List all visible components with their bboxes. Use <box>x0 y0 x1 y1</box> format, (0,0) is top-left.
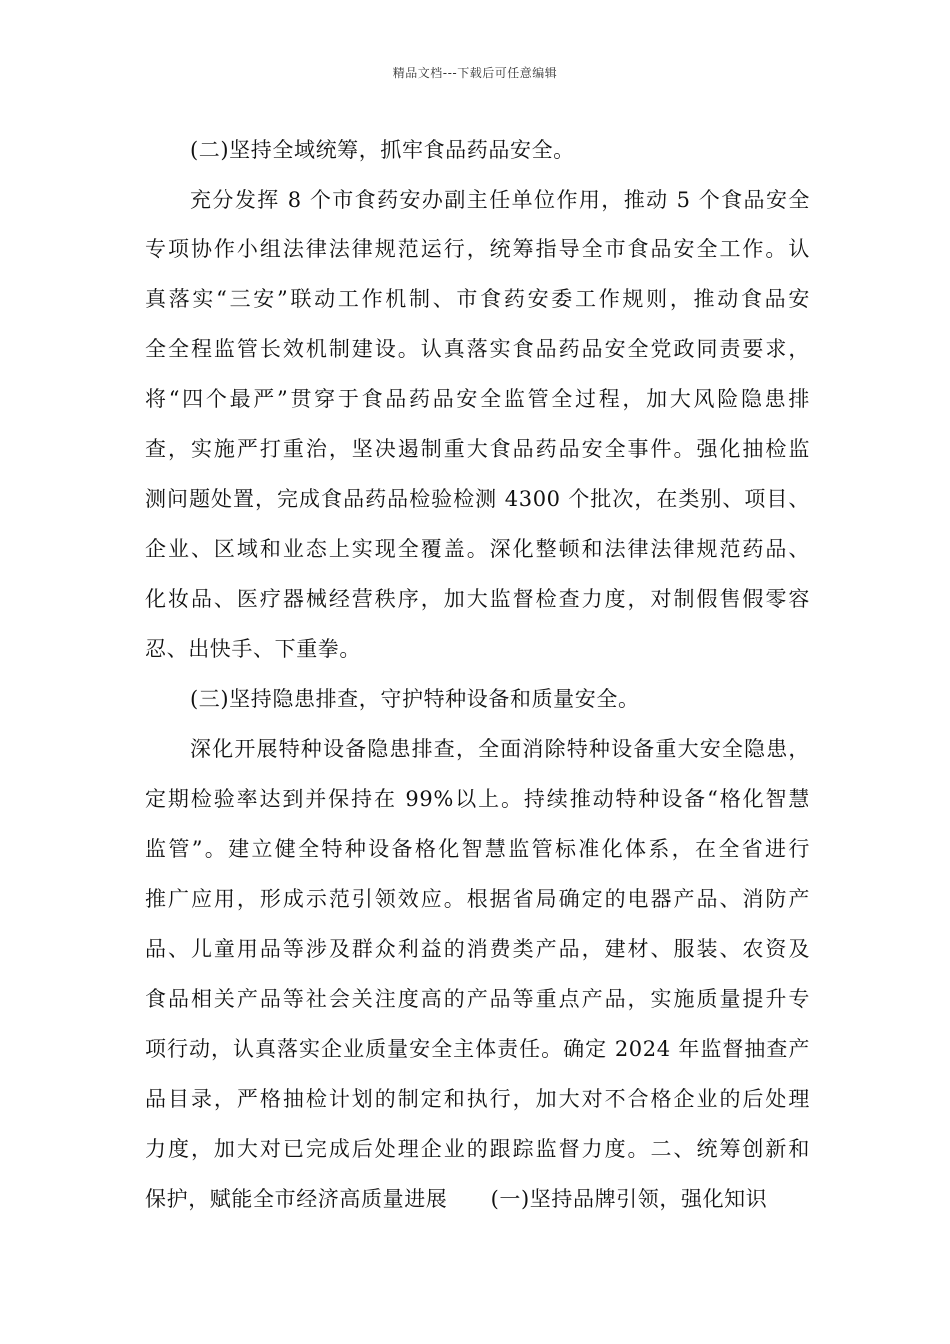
paragraph-line: 推广应用，形成示范引领效应。根据省局确定的电器产品、消防产 <box>145 887 810 911</box>
paragraph-line: 化妆品、医疗器械经营秩序，加大监督检查力度，对制假售假零容 <box>145 587 810 611</box>
section-heading: (三)坚持隐患排查，守护特种设备和质量安全。 <box>190 687 640 711</box>
paragraph-line: 真落实“三安”联动工作机制、市食药安委工作规则，推动食品安 <box>145 287 810 311</box>
paragraph-line: 食品相关产品等社会关注度高的产品等重点产品，实施质量提升专 <box>145 987 810 1011</box>
paragraph-line: 保护，赋能全市经济高质量进展 (一)坚持品牌引领，强化知识 <box>145 1187 768 1211</box>
paragraph-line: 品、儿童用品等涉及群众利益的消费类产品，建材、服装、农资及 <box>145 937 810 961</box>
paragraph-line: 项行动，认真落实企业质量安全主体责任。确定 2024 年监督抽查产 <box>145 1037 810 1061</box>
paragraph-line: 忍、出快手、下重拳。 <box>145 637 361 661</box>
paragraph-line: 充分发挥 8 个市食药安办副主任单位作用，推动 5 个食品安全 <box>190 188 810 212</box>
paragraph-line: 测问题处置，完成食品药品检验检测 4300 个批次，在类别、项目、 <box>145 487 810 511</box>
section-heading: (二)坚持全域统筹，抓牢食品药品安全。 <box>190 138 575 162</box>
paragraph-line: 专项协作小组法律法律规范运行，统筹指导全市食品安全工作。认 <box>145 237 810 261</box>
paragraph-line: 全全程监管长效机制建设。认真落实食品药品安全党政同责要求， <box>145 337 810 361</box>
paragraph-line: 监管”。建立健全特种设备格化智慧监管标准化体系，在全省进行 <box>145 837 810 861</box>
paragraph-line: 将“四个最严”贯穿于食品药品安全监管全过程，加大风险隐患排 <box>145 387 810 411</box>
header-note: 精品文档---下载后可任意编辑 <box>392 66 558 80</box>
paragraph-line: 力度，加大对已完成后处理企业的跟踪监督力度。二、统筹创新和 <box>145 1137 810 1161</box>
paragraph-line: 查，实施严打重治，坚决遏制重大食品药品安全事件。强化抽检监 <box>145 437 810 461</box>
paragraph-line: 品目录，严格抽检计划的制定和执行，加大对不合格企业的后处理 <box>145 1087 810 1111</box>
paragraph-line: 深化开展特种设备隐患排查，全面消除特种设备重大安全隐患， <box>190 737 810 761</box>
paragraph-line: 定期检验率达到并保持在 99%以上。持续推动特种设备“格化智慧 <box>145 787 810 811</box>
paragraph-line: 企业、区域和业态上实现全覆盖。深化整顿和法律法律规范药品、 <box>145 537 810 561</box>
